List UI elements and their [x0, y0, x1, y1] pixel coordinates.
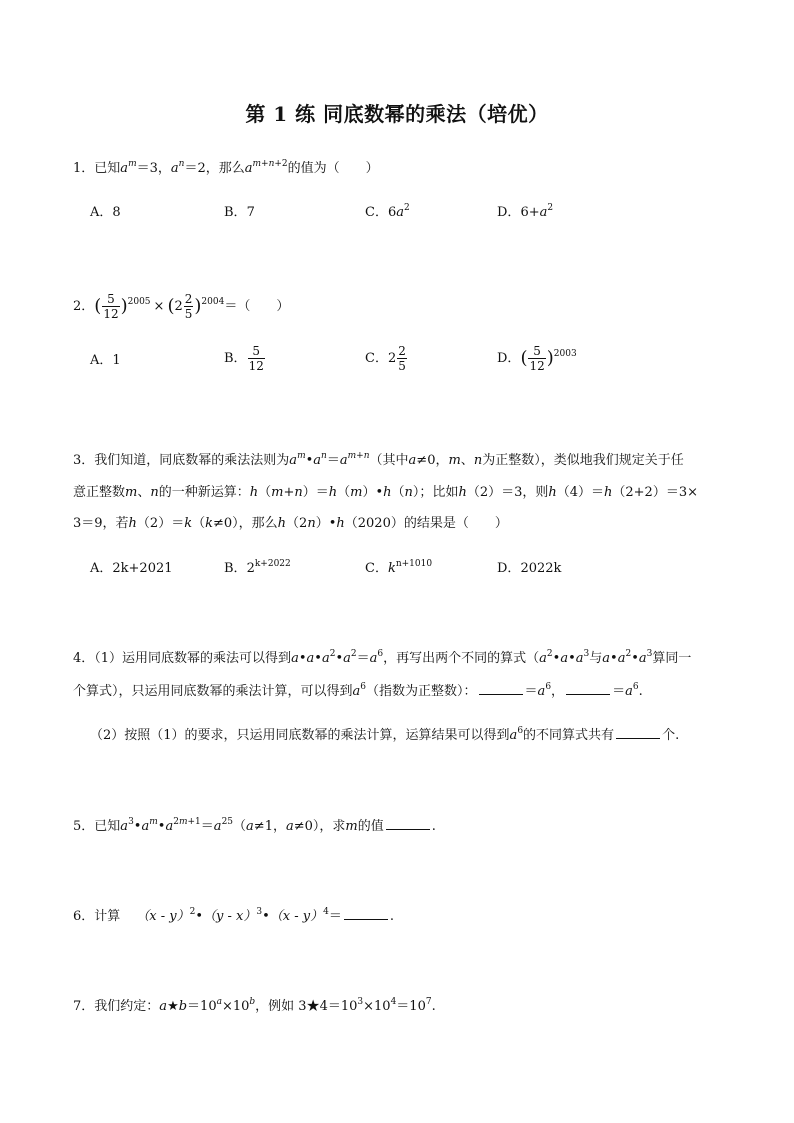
q1-text: 的值为（ ） [287, 161, 379, 176]
question-3-line-1: 3．我们知道，同底数幂的乘法法则为$a^m•a^n=a^{m+n}$（其中a≠0，m、n为正整数），类似地我们规定关于任 [73, 451, 684, 468]
answer-blank[interactable] [616, 726, 660, 739]
q2-option-c[interactable]: C．2 $\frac{2}{5}$ [365, 344, 406, 373]
answer-blank[interactable] [386, 817, 430, 830]
q1-text: ＝3， [136, 161, 171, 176]
fraction: $\frac{2}{5}$ [184, 292, 193, 321]
page-title: 第 1 练 同底数幂的乘法（培优） [245, 102, 549, 126]
question-6: 6．计算 （x - y）$^2$•（y - x）$^3$•（x - y）$^4$＝ . [73, 907, 395, 924]
q2-option-b[interactable]: B． $\frac{5}{12}$ [224, 344, 264, 373]
q1-option-b[interactable]: B．7 [224, 205, 255, 220]
q1-option-d[interactable]: D．$6+a^2$ [497, 203, 554, 220]
q3-option-c[interactable]: C．$k^{n+1010}$ [365, 559, 433, 576]
q3-option-d[interactable]: D．2022k [497, 561, 562, 576]
question-2: 2．( $\frac{5}{12}$ )$^{2005}$ × (2 $\frac{2}{5}$ )$^{2004}$＝（ ） [73, 292, 290, 321]
q1-text: ＝2，那么 [184, 161, 245, 176]
question-number: 5． [73, 819, 95, 834]
question-7: 7．我们约定：$a★b=10^a\times 10^b$，例如 $3★4=10^3\times 10^4=10^7$. [73, 997, 436, 1014]
question-number: 3． [73, 453, 95, 468]
q2-option-d[interactable]: D．( $\frac{5}{12}$ )$^{2003}$ [497, 344, 577, 373]
question-number: 7． [73, 999, 95, 1014]
question-4-line-1: 4．（1）运用同底数幂的乘法可以得到$a•a•a^2•a^2=a^6$，再写出两个不同的算式（$a^2•a•a^3$与$a•a^2•a^3$算同一 [73, 649, 692, 666]
q3-option-a[interactable]: A．2k+2021 [90, 561, 173, 576]
q1-option-a[interactable]: A．8 [90, 205, 121, 220]
fraction: $\frac{5}{12}$ [103, 292, 119, 321]
question-number: 6． [73, 909, 95, 924]
question-1: 1．已知$a^m=3$，$a^n=2$，那么$a^{m+n+2}$的值为（ ） [73, 159, 379, 176]
question-4-line-3: （2）按照（1）的要求，只运用同底数幂的乘法计算，运算结果可以得到$a^6$的不同算式共有 个. [90, 726, 680, 743]
question-3-line-2: 意正整数m、n的一种新运算：h（m+n）＝h（m）•h（n）；比如h（2）＝3，则h（4）＝h（2+2）＝3× [73, 485, 698, 500]
q1-text: 已知 [94, 161, 121, 176]
q1-option-c[interactable]: C．$6a^2$ [365, 203, 410, 220]
q2-option-a[interactable]: A．1 [90, 353, 121, 368]
question-number: 2． [73, 299, 95, 314]
question-5: 5．已知$a^3•a^m•a^{2m+1}=a^{25}(a\ne 1$，a≠0），求m的值 . [73, 817, 436, 834]
question-4-line-2: 个算式），只运用同底数幂的乘法计算，可以得到$a^6$（指数为正整数）： $=a^6$， $=a^6$. [73, 682, 643, 699]
answer-blank[interactable] [344, 907, 388, 920]
question-number: 1． [73, 161, 95, 176]
question-3-line-3: 3＝9，若h（2）＝k（k≠0），那么h（2n）•h（2020）的结果是（ ） [73, 516, 508, 531]
q3-option-b[interactable]: B．$2^{k+2022}$ [224, 559, 291, 576]
answer-blank[interactable] [479, 682, 523, 695]
answer-blank[interactable] [566, 682, 610, 695]
question-number: 4． [73, 651, 95, 666]
